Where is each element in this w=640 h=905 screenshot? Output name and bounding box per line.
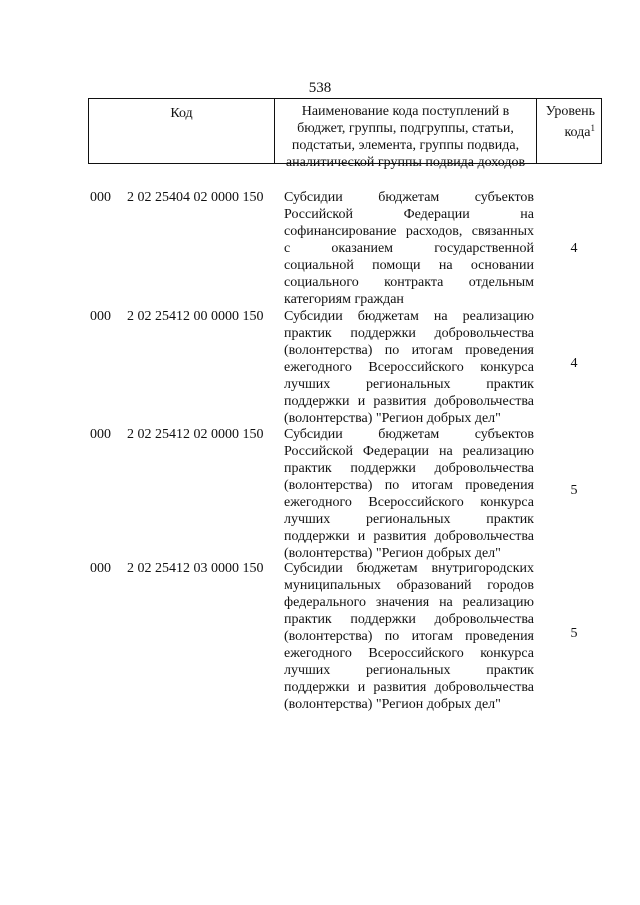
row-description-line: ежегодного Всероссийского конкурса xyxy=(284,360,534,375)
header-level-cell xyxy=(537,99,601,163)
row-description-line: поддержки и развития добровольчества xyxy=(284,394,534,409)
row-description-line: Российской Федерации на xyxy=(284,207,534,222)
row-description xyxy=(284,308,534,427)
row-description-line: практик поддержки добровольчества xyxy=(284,461,534,476)
header-code-label: Код xyxy=(170,106,193,121)
row-description-line: с оказанием государственной xyxy=(284,241,534,256)
row-level: 5 xyxy=(570,483,578,498)
row-code: 2 02 25412 02 0000 150 xyxy=(127,427,264,442)
header-name-line: аналитической группы подвида доходов xyxy=(285,155,526,170)
header-name-cell xyxy=(275,99,537,170)
row-prefix: 000 xyxy=(90,190,111,205)
header-code-cell xyxy=(89,99,275,163)
row-description-line: (волонтерства) "Регион добрых дел" xyxy=(284,697,501,712)
page-number: 538 xyxy=(308,80,332,96)
row-description-line: федерального значения на реализацию xyxy=(284,595,534,610)
row-description-line: социальной помощи на основании xyxy=(284,258,534,273)
header-level-line2: кода xyxy=(564,125,591,140)
row-description-line: (волонтерства) "Регион добрых дел" xyxy=(284,546,501,561)
row-description xyxy=(284,560,534,713)
row-description-line: практик поддержки добровольчества xyxy=(284,612,534,627)
header-name-line: подстатьи, элемента, группы подвида, xyxy=(291,138,520,153)
row-description xyxy=(284,426,534,562)
row-prefix: 000 xyxy=(90,309,111,324)
header-name-line: Наименование кода поступлений в xyxy=(301,104,510,119)
row-description-line: практик поддержки добровольчества xyxy=(284,326,534,341)
header-name-line: бюджет, группы, подгруппы, статьи, xyxy=(297,121,514,136)
row-code: 2 02 25412 00 0000 150 xyxy=(127,309,264,324)
row-description-line: Субсидии бюджетам субъектов xyxy=(284,427,534,442)
row-description-line: лучших региональных практик xyxy=(284,512,534,527)
row-description-line: Субсидии бюджетам внутригородских xyxy=(284,561,534,576)
row-description-line: муниципальных образований городов xyxy=(284,578,534,593)
row-level: 4 xyxy=(570,356,578,371)
header-level-line1: Уровень xyxy=(545,104,595,119)
row-description-line: софинансирование расходов, связанных xyxy=(284,224,534,239)
header-level-footnote: 1 xyxy=(590,123,595,133)
row-description-line: (волонтерства) по итогам проведения xyxy=(284,629,534,644)
row-description-line: поддержки и развития добровольчества xyxy=(284,680,534,695)
row-description-line: лучших региональных практик xyxy=(284,377,534,392)
row-level: 4 xyxy=(570,241,578,256)
row-description-line: категориям граждан xyxy=(284,292,404,307)
row-description-line: ежегодного Всероссийского конкурса xyxy=(284,646,534,661)
row-description-line: Субсидии бюджетам субъектов xyxy=(284,190,534,205)
row-level: 5 xyxy=(570,626,578,641)
row-code: 2 02 25412 03 0000 150 xyxy=(127,561,264,576)
row-description-line: ежегодного Всероссийского конкурса xyxy=(284,495,534,510)
row-description-line: (волонтерства) по итогам проведения xyxy=(284,478,534,493)
row-description-line: (волонтерства) по итогам проведения xyxy=(284,343,534,358)
row-description-line: социального контракта отдельным xyxy=(284,275,534,290)
row-description-line: Субсидии бюджетам на реализацию xyxy=(284,309,534,324)
row-description-line: лучших региональных практик xyxy=(284,663,534,678)
row-prefix: 000 xyxy=(90,561,111,576)
row-description-line: Российской Федерации на реализацию xyxy=(284,444,534,459)
row-description-line: (волонтерства) "Регион добрых дел" xyxy=(284,411,501,426)
row-prefix: 000 xyxy=(90,427,111,442)
row-description-line: поддержки и развития добровольчества xyxy=(284,529,534,544)
row-code: 2 02 25404 02 0000 150 xyxy=(127,190,264,205)
row-description xyxy=(284,189,534,308)
table-header xyxy=(88,98,602,170)
